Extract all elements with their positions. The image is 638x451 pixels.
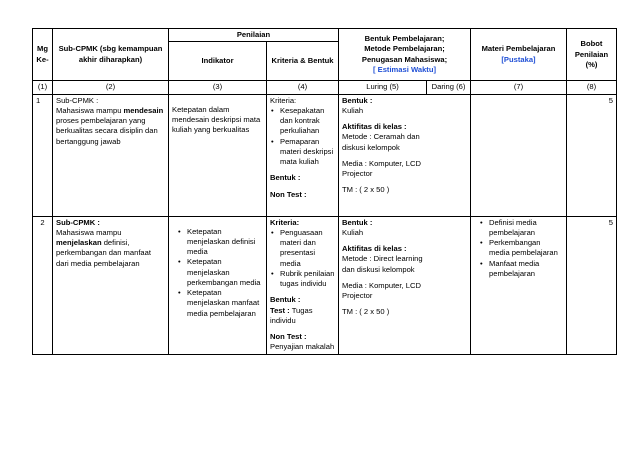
subcpmk-post: definisi, perkembangan dan manfaat dari media pembelajaran	[56, 238, 151, 268]
indikator-list	[172, 227, 263, 319]
aktifitas-label: Aktifitas di kelas :	[342, 122, 407, 131]
row-mg: 2	[33, 216, 53, 354]
header-bentuk-line2: Metode Pembelajaran;	[364, 44, 445, 54]
bentuk-label: Bentuk :	[270, 173, 301, 183]
row-indikator	[169, 216, 267, 354]
row-bobot: 5	[567, 216, 617, 354]
list-item: • Ketepatan menjelaskan definisi media	[186, 227, 263, 258]
subcpmk-text	[56, 228, 165, 269]
row-kriteria	[267, 216, 339, 354]
test-line	[270, 306, 335, 327]
row-luring	[339, 94, 471, 216]
col-num-4: (4)	[267, 81, 339, 94]
header-bentuk-pembelajaran	[339, 29, 471, 81]
nontest-label: Non Test :	[270, 332, 307, 341]
subcpmk-verb: menjelaskan	[56, 238, 102, 247]
media-text: Media : Komputer, LCD Projector	[342, 158, 421, 178]
header-bentuk-line3: Penugasan Mahasiswa;	[361, 54, 448, 64]
subcpmk-post: proses pembelajaran yang berkualitas secara disiplin dan bertanggung jawab	[56, 116, 158, 146]
materi-list	[474, 218, 563, 280]
table-row	[33, 94, 617, 216]
col-num-1: (1)	[33, 81, 53, 94]
col-num-8: (8)	[567, 81, 617, 94]
kriteria-list	[270, 228, 335, 290]
row-subcpmk	[53, 94, 169, 216]
subcpmk-label: Sub-CPMK :	[56, 95, 99, 105]
subcpmk-text	[56, 106, 165, 147]
metode-text: Metode : Ceramah dan diskusi kelompok	[342, 132, 420, 152]
header-row-1	[33, 29, 617, 42]
row-mg: 1	[33, 94, 53, 216]
header-mg: Mg Ke-	[33, 29, 53, 81]
header-kriteria: Kriteria & Bentuk	[267, 42, 339, 81]
row-materi	[471, 94, 567, 216]
row-luring	[339, 216, 471, 354]
indikator-text: Ketepatan dalam mendesain deskripsi mata kuliah yang berkualitas	[172, 104, 261, 134]
kriteria-label: Kriteria:	[270, 95, 297, 105]
col-num-7: (7)	[471, 81, 567, 94]
header-bentuk-line1: Bentuk Pembelajaran;	[364, 34, 445, 44]
list-item: • Manfaat media pembelajaran	[488, 259, 563, 280]
row-bobot: 5	[567, 94, 617, 216]
header-bobot: Bobot Penilaian (%)	[567, 29, 617, 81]
kriteria-label: Kriteria:	[270, 217, 300, 227]
list-item: • Rubrik penilaian tugas individu	[279, 269, 335, 290]
kriteria-list	[270, 106, 335, 168]
subcpmk-pre: Mahasiswa mampu	[56, 105, 124, 115]
list-item: • Kesepakatan dan kontrak perkuliahan	[279, 106, 335, 137]
test-value: Tugas individu	[270, 305, 313, 325]
luring-bentuk-label: Bentuk :	[342, 95, 373, 105]
media-text: Media : Komputer, LCD Projector	[342, 280, 421, 300]
row-kriteria	[267, 94, 339, 216]
header-subcpmk: Sub-CPMK (sbg kemampuan akhir diharapkan)	[53, 29, 169, 81]
row-indikator	[169, 94, 267, 216]
rps-table	[32, 28, 617, 355]
header-penilaian: Penilaian	[169, 29, 339, 42]
header-indikator: Indikator	[169, 42, 267, 81]
luring-bentuk: Kuliah	[342, 105, 364, 115]
header-estimasi-waktu: [ Estimasi Waktu]	[372, 64, 436, 74]
row-subcpmk	[53, 216, 169, 354]
luring-bentuk-label: Bentuk :	[342, 217, 373, 227]
aktifitas-label: Aktifitas di kelas :	[342, 244, 407, 253]
list-item: • Ketepatan menjelaskan manfaat media pembelajaran	[186, 288, 263, 319]
test-label: Test :	[270, 305, 290, 315]
list-item: • Ketepatan menjelaskan perkembangan media	[186, 257, 263, 288]
row-materi	[471, 216, 567, 354]
col-num-3: (3)	[169, 81, 267, 94]
subcpmk-pre: Mahasiswa mampu	[56, 227, 122, 237]
subcpmk-label: Sub-CPMK :	[56, 217, 100, 227]
col-num-6: Daring (6)	[427, 81, 471, 94]
list-item: • Pemaparan materi deskripsi mata kuliah	[279, 137, 335, 168]
col-num-5: Luring (5)	[339, 81, 427, 94]
header-materi	[471, 29, 567, 81]
nontest-value: Penyajian makalah	[270, 342, 335, 352]
list-item: • Perkembangan media pembelajaran	[488, 238, 563, 259]
header-materi-line1: Materi Pembelajaran	[481, 44, 556, 54]
tm-text: TM : ( 2 x 50 )	[342, 185, 390, 195]
tm-text: TM : ( 2 x 50 )	[342, 307, 390, 317]
list-item: • Definisi media pembelajaran	[488, 218, 563, 239]
subcpmk-verb: mendesain	[123, 105, 164, 115]
col-num-2: (2)	[53, 81, 169, 94]
nontest-label: Non Test :	[270, 189, 307, 199]
table-row	[33, 216, 617, 354]
luring-bentuk: Kuliah	[342, 227, 364, 237]
header-pustaka: [Pustaka]	[501, 54, 536, 64]
bentuk-label: Bentuk :	[270, 295, 301, 305]
metode-text: Metode : Direct learning dan diskusi kelompok	[342, 254, 423, 274]
column-number-row	[33, 81, 617, 94]
list-item: • Penguasaan materi dan presentasi media	[279, 228, 335, 269]
